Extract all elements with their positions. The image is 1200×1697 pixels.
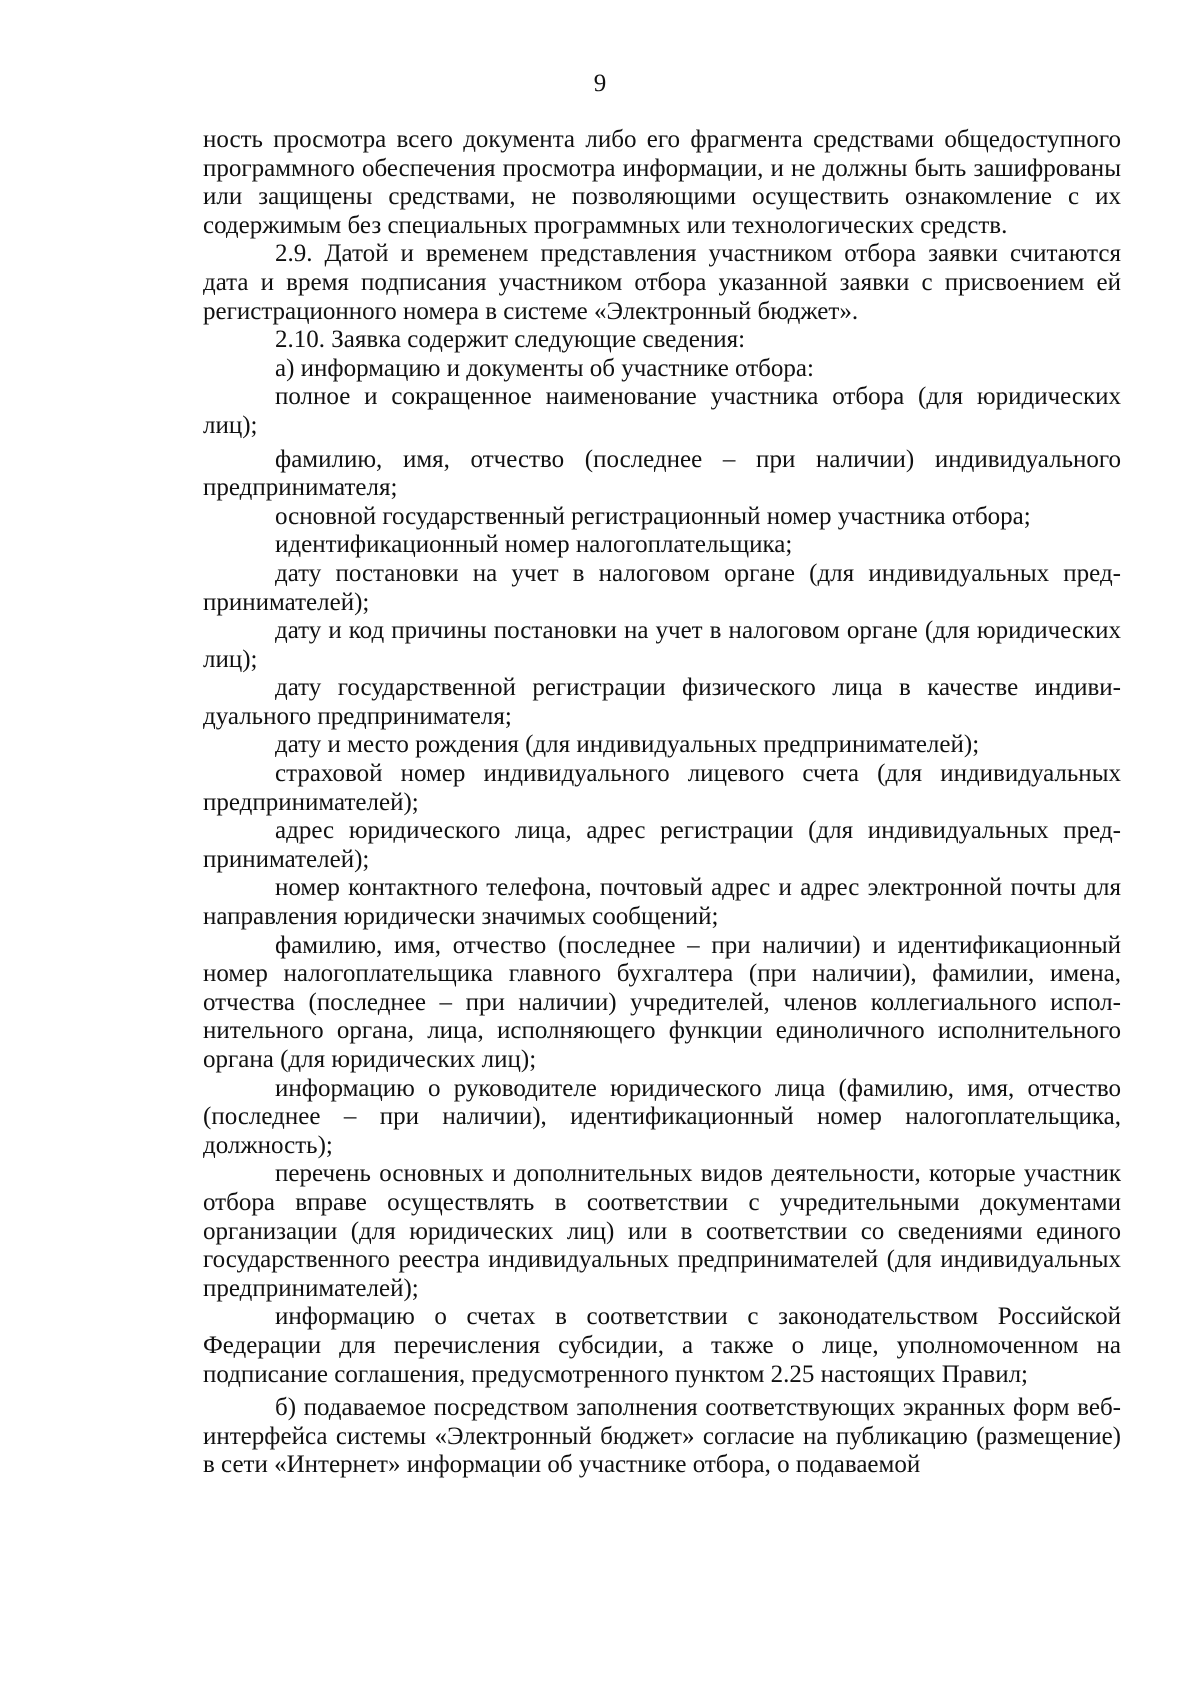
paragraph: адрес юридического лица, адрес регистрации (для индивидуальных предпринимателей);	[203, 817, 1121, 873]
paragraph: а) информацию и документы об участнике отбора:	[275, 354, 814, 382]
document-body	[203, 126, 1121, 1480]
paragraph: перечень основных и дополнительных видов деятельности, которые участник отбора вправе осуществлять в соответствии с учредительными документами организации (для юридических лиц) или в соответствии со сведениями единого государственного реестра индивидуальных предпринимателей (для индивидуальных предпринимателей);	[203, 1160, 1121, 1302]
paragraph: ность просмотра всего документа либо его фрагмента средствами общедоступного программного обеспечения просмотра информации, и не должны быть зашифрованы или защищены средствами, не позволяющими осуществить ознакомление с их содержимым без специальных программных или технологических средств.	[203, 126, 1121, 239]
paragraph: полное и сокращенное наименование участника отбора (для юридических лиц);	[203, 383, 1121, 439]
paragraph: страховой номер индивидуального лицевого счета (для индивидуальных предпринимателей);	[203, 760, 1121, 816]
paragraph: 2.9. Датой и временем представления участником отбора заявки считаются дата и время подписания участником отбора указанной заявки с присвоением ей регистрационного номера в системе «Электронный бюджет».	[203, 240, 1121, 325]
paragraph: информацию о счетах в соответствии с законодательством Российской Федерации для перечисления субсидии, а также о лице, уполномоченном на подписание соглашения, предусмотренного пунктом 2.25 настоящих Правил;	[203, 1303, 1121, 1388]
paragraph: идентификационный номер налогоплательщика;	[275, 531, 793, 559]
paragraph: дату постановки на учет в налоговом органе (для индивидуальных предпринимателей);	[203, 559, 1121, 616]
paragraph: информацию о руководителе юридического лица (фамилию, имя, отчество (последнее – при наличии), идентификационный номер налогоплательщика, должность);	[203, 1074, 1121, 1159]
paragraph: дату государственной регистрации физического лица в качестве индивидуального предпринимателя;	[203, 674, 1121, 730]
paragraph: 2.10. Заявка содержит следующие сведения:	[275, 326, 746, 354]
paragraph: номер контактного телефона, почтовый адрес и адрес электронной почты для направления юридически значимых сообщений;	[203, 874, 1121, 931]
paragraph: дату и место рождения (для индивидуальных предпринимателей);	[275, 731, 980, 759]
paragraph: фамилию, имя, отчество (последнее – при наличии) и идентификационный номер налогоплательщика главного бухгалтера (при наличии), фамилии, имена, отчества (последнее – при наличии) учредителей, членов коллегиального исполнительного органа, лица, исполняющего функции единоличного исполнительного органа (для юридических лиц);	[203, 931, 1121, 1073]
paragraph: дату и код причины постановки на учет в налоговом органе (для юридических лиц);	[203, 617, 1121, 673]
page-number: 9	[593, 70, 607, 97]
paragraph: фамилию, имя, отчество (последнее – при наличии) индивидуального предпринимателя;	[203, 445, 1121, 502]
paragraph: основной государственный регистрационный номер участника отбора;	[275, 502, 1031, 530]
paragraph: б) подаваемое посредством заполнения соответствующих экранных форм веб-интерфейса системы «Электронный бюджет» согласие на публикацию (размещение) в сети «Интернет» информации об участнике отбора, о подаваемой	[203, 1394, 1121, 1479]
